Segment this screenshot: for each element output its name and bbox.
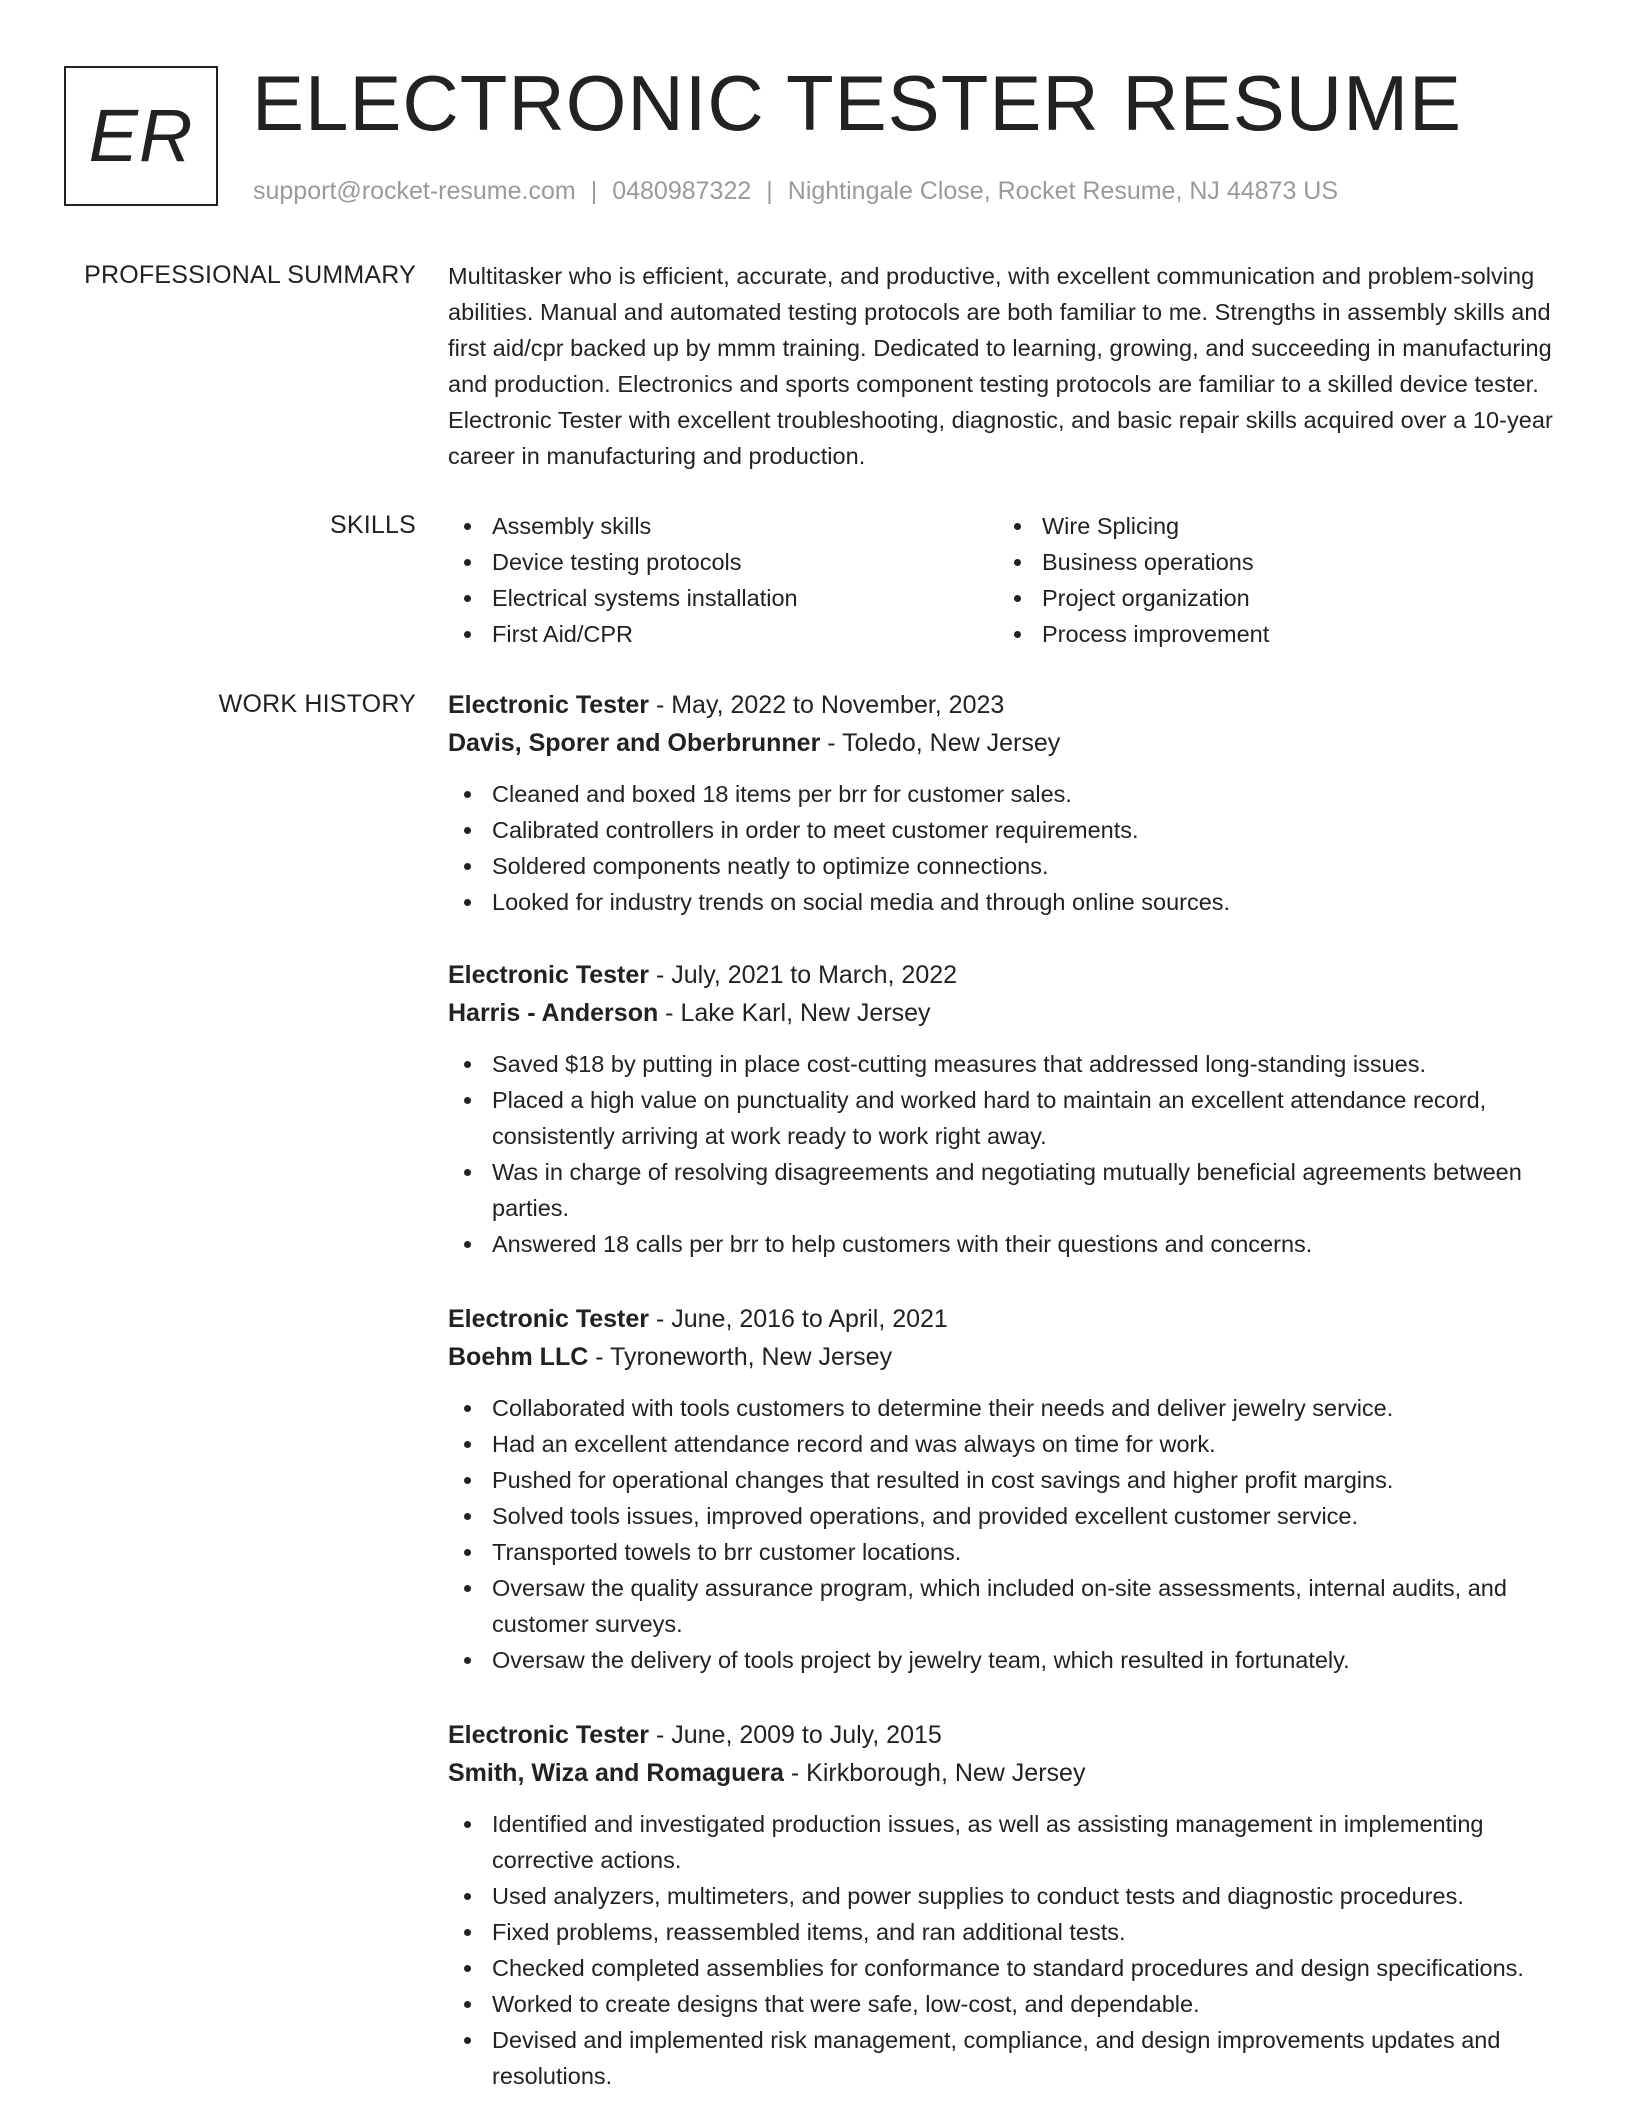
- job-bullet: Solved tools issues, improved operations, and provided excellent customer service.: [448, 1498, 1572, 1534]
- job-bullet: Oversaw the quality assurance program, which included on-site assessments, internal audits, and customer surveys.: [448, 1570, 1572, 1642]
- job-bullet: Worked to create designs that were safe, low-cost, and dependable.: [448, 1986, 1572, 2022]
- contact-separator: |: [590, 177, 598, 205]
- skills-column-right: [998, 508, 1548, 652]
- contact-email: support@rocket-resume.com: [253, 177, 576, 205]
- job-title: Electronic Tester: [448, 1721, 650, 1749]
- job-company: Davis, Sporer and Oberbrunner: [448, 729, 821, 757]
- monogram-initials: ER: [88, 94, 194, 177]
- job-company-line: [448, 724, 1572, 762]
- skill-item: Business operations: [998, 544, 1548, 580]
- job-dates: - June, 2016 to April, 2021: [649, 1305, 948, 1333]
- job-bullet: Used analyzers, multimeters, and power supplies to conduct tests and diagnostic procedures.: [448, 1878, 1572, 1914]
- contact-separator: |: [766, 177, 773, 205]
- skill-item: Electrical systems installation: [448, 580, 998, 616]
- summary-body: [448, 258, 1572, 474]
- resume-title: ELECTRONIC TESTER RESUME: [252, 59, 1463, 147]
- job-bullet: Identified and investigated production issues, as well as assisting management in implementing corrective actions.: [448, 1806, 1572, 1878]
- job-entry: [448, 1300, 1572, 1678]
- job-bullet: Soldered components neatly to optimize connections.: [448, 848, 1572, 884]
- job-entry: [448, 686, 1572, 920]
- skills-column-left: [448, 508, 998, 652]
- job-bullet: Devised and implemented risk management, compliance, and design improvements updates and resolutions.: [448, 2022, 1572, 2094]
- job-entry: [448, 956, 1572, 1262]
- job-location: - Tyroneworth, New Jersey: [588, 1343, 893, 1371]
- job-bullet: Oversaw the delivery of tools project by jewelry team, which resulted in fortunately.: [448, 1642, 1572, 1678]
- skill-item: First Aid/CPR: [448, 616, 998, 652]
- job-dates: - June, 2009 to July, 2015: [649, 1721, 942, 1749]
- job-company-line: [448, 1754, 1572, 1792]
- skills-label: SKILLS: [330, 511, 416, 539]
- job-bullet: Saved $18 by putting in place cost-cutting measures that addressed long-standing issues.: [448, 1046, 1572, 1082]
- job-bullet: Cleaned and boxed 18 items per brr for customer sales.: [448, 776, 1572, 812]
- skills-body: [448, 508, 1572, 652]
- job-location: - Lake Karl, New Jersey: [658, 999, 931, 1027]
- job-title-line: [448, 686, 1572, 724]
- job-company: Harris - Anderson: [448, 999, 659, 1027]
- monogram-box: [64, 66, 218, 206]
- skill-item: Device testing protocols: [448, 544, 998, 580]
- job-bullets: [448, 1046, 1572, 1262]
- job-bullet: Calibrated controllers in order to meet customer requirements.: [448, 812, 1572, 848]
- job-location: - Toledo, New Jersey: [820, 729, 1061, 757]
- job-title-line: [448, 956, 1572, 994]
- job-bullet: Had an excellent attendance record and was always on time for work.: [448, 1426, 1572, 1462]
- skills-grid: [448, 508, 1572, 652]
- job-bullet: Fixed problems, reassembled items, and ran additional tests.: [448, 1914, 1572, 1950]
- job-title: Electronic Tester: [448, 691, 650, 719]
- job-bullets: [448, 1806, 1572, 2094]
- job-bullet: Pushed for operational changes that resulted in cost savings and higher profit margins.: [448, 1462, 1572, 1498]
- job-bullet: Answered 18 calls per brr to help customers with their questions and concerns.: [448, 1226, 1572, 1262]
- job-bullet: Transported towels to brr customer locations.: [448, 1534, 1572, 1570]
- contact-line: [253, 174, 1338, 208]
- job-company: Boehm LLC: [448, 1343, 589, 1371]
- job-bullet: Placed a high value on punctuality and worked hard to maintain an excellent attendance record, consistently arriving at work ready to work right away.: [448, 1082, 1572, 1154]
- job-bullet: Checked completed assemblies for conformance to standard procedures and design specifications.: [448, 1950, 1572, 1986]
- job-entry: [448, 1716, 1572, 2094]
- skill-item: Project organization: [998, 580, 1548, 616]
- job-dates: - July, 2021 to March, 2022: [649, 961, 958, 989]
- skill-item: Assembly skills: [448, 508, 998, 544]
- contact-address: Nightingale Close, Rocket Resume, NJ 44873 US: [787, 177, 1339, 205]
- job-bullet: Collaborated with tools customers to determine their needs and deliver jewelry service.: [448, 1390, 1572, 1426]
- job-location: - Kirkborough, New Jersey: [783, 1759, 1086, 1787]
- job-company: Smith, Wiza and Romaguera: [448, 1759, 784, 1787]
- summary-label: PROFESSIONAL SUMMARY: [84, 261, 416, 289]
- skill-item: Process improvement: [998, 616, 1548, 652]
- job-bullets: [448, 1390, 1572, 1678]
- job-company-line: [448, 1338, 1572, 1376]
- job-dates: - May, 2022 to November, 2023: [649, 691, 1005, 719]
- job-bullets: [448, 776, 1572, 920]
- job-title: Electronic Tester: [448, 1305, 650, 1333]
- skill-item: Wire Splicing: [998, 508, 1548, 544]
- contact-phone: 0480987322: [612, 177, 752, 205]
- work-history-label: WORK HISTORY: [218, 690, 416, 718]
- job-title-line: [448, 1300, 1572, 1338]
- summary-text: Multitasker who is efficient, accurate, and productive, with excellent communication and problem-solving abilities. Manual and automated testing protocols are both familiar to me. Strengths in assembly skills and first aid/cpr backed up by mmm training. Dedicated to learning, growing, and succeeding in manufacturing and production. Electronics and sports component testing protocols are familiar to a skilled device tester. Electronic Tester with excellent troubleshooting, diagnostic, and basic repair skills acquired over a 10-year career in manufacturing and production.: [448, 263, 1553, 469]
- job-company-line: [448, 994, 1572, 1032]
- job-bullet: Was in charge of resolving disagreements and negotiating mutually beneficial agreements between parties.: [448, 1154, 1572, 1226]
- job-title-line: [448, 1716, 1572, 1754]
- job-bullet: Looked for industry trends on social media and through online sources.: [448, 884, 1572, 920]
- job-title: Electronic Tester: [448, 961, 650, 989]
